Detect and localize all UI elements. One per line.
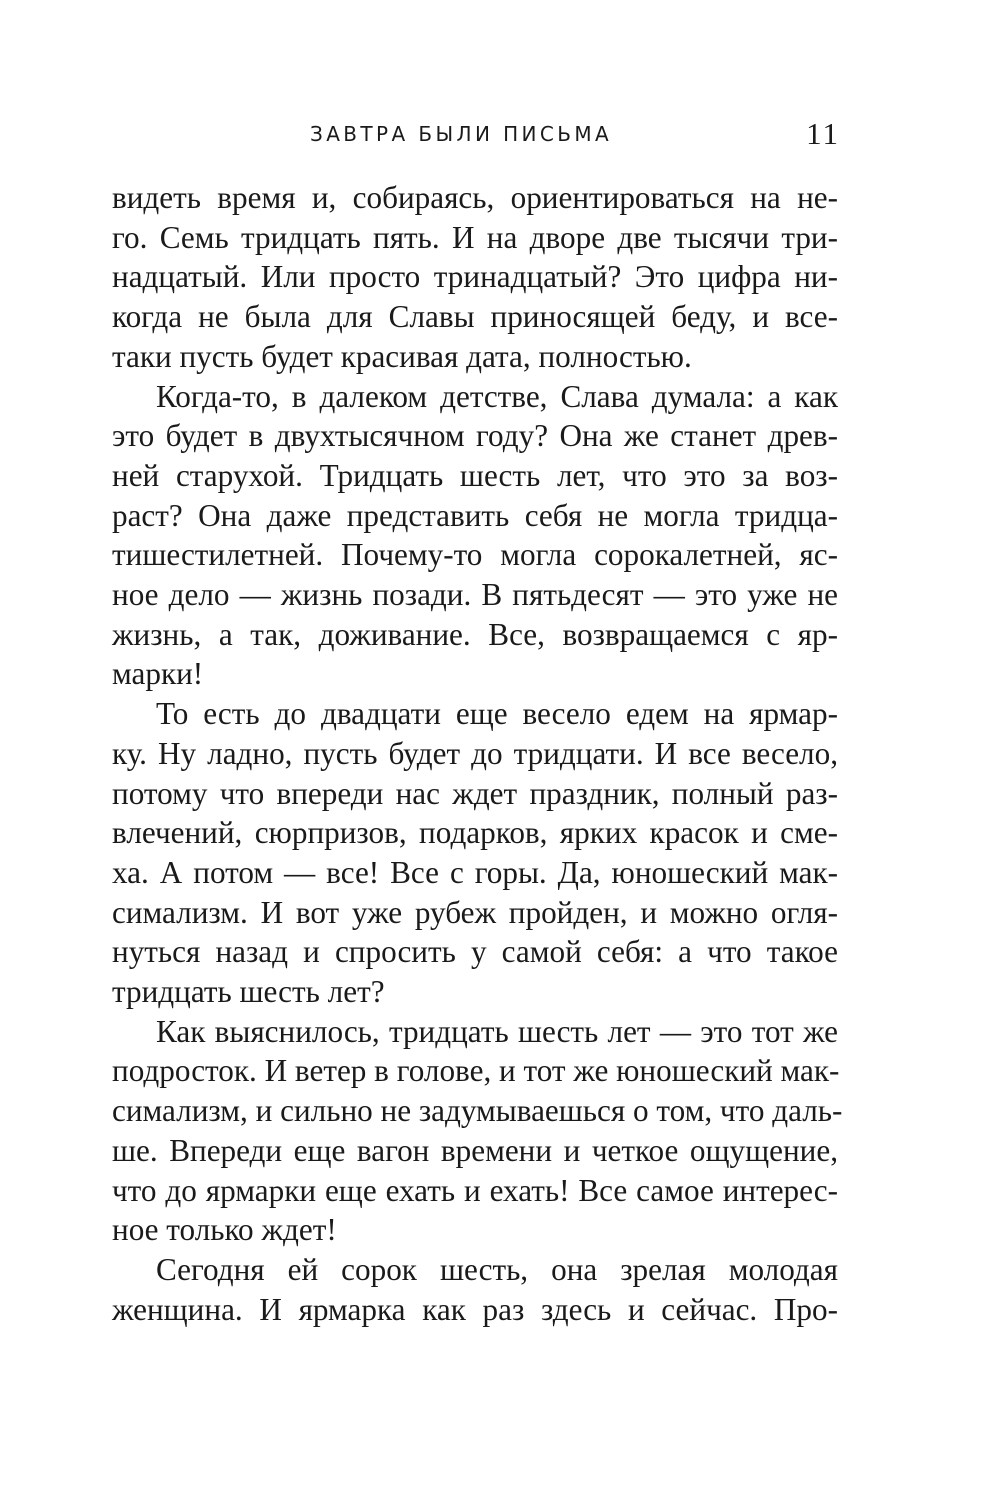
paragraph [112,1012,843,1250]
paragraph [112,694,838,1012]
text-line: ку. Ну ладно, пусть будет до тридцати. И все весело, [112,735,838,771]
text-line: То есть до двадцати еще весело едем на ярмар- [156,696,838,732]
text-line: тридцать шесть лет? [112,974,385,1010]
text-line: подросток. И ветер в голове, и тот же юношеский мак- [112,1053,840,1089]
text-line: Сегодня ей сорок шесть, она зрелая молодая [156,1251,838,1287]
text-line: это будет в двухтысячном году? Она же станет древ- [112,418,838,454]
text-line: жизнь, а так, доживание. Все, возвращаемся с яр- [112,616,838,652]
text-line: видеть время и, собираясь, ориентироваться на не- [112,180,838,215]
text-line: ней старухой. Тридцать шесть лет, что это за воз- [112,457,838,493]
text-line: надцатый. Или просто тринадцатый? Это цифра ни- [112,259,838,295]
text-line: ное только ждет! [112,1212,337,1248]
text-line: потому что впереди нас ждет праздник, полный раз- [112,775,838,811]
body-text [112,178,843,1329]
text-line: ше. Впереди еще вагон времени и четкое ощущение, [112,1132,838,1168]
paragraph [112,377,838,695]
text-line: таки пусть будет красивая дата, полностью. [112,338,692,374]
text-line: Когда-то, в далеком детстве, Слава думала: а как [156,378,838,414]
running-title: ЗАВТРА БЫЛИ ПИСЬМА [310,122,613,146]
text-line: ха. А потом — все! Все с горы. Да, юношеский мак- [112,854,838,890]
page-number: 11 [806,116,840,151]
text-line: что до ярмарки еще ехать и ехать! Все самое интерес- [112,1172,838,1208]
text-line: женщина. И ярмарка как раз здесь и сейчас. Про- [112,1291,838,1327]
text-line: марки! [112,656,204,692]
running-header [114,116,840,158]
text-line: влечений, сюрпризов, подарков, ярких красок и сме- [112,815,838,851]
text-line: когда не была для Славы приносящей беду, и все- [112,299,838,335]
text-line: раст? Она даже представить себя не могла тридца- [112,497,838,533]
text-line: Как выяснилось, тридцать шесть лет — это тот же [156,1013,838,1049]
text-line: тишестилетней. Почему-то могла сорокалетней, яс- [112,537,838,573]
text-line: ное дело — жизнь позади. В пятьдесят — это уже не [112,577,838,613]
text-line: симализм, и сильно не задумываешься о том, что даль- [112,1093,843,1129]
text-line: нуться назад и спросить у самой себя: а что такое [112,934,838,970]
text-line: го. Семь тридцать пять. И на дворе две тысячи три- [112,219,838,255]
paragraph [112,178,838,377]
paragraph [112,1250,838,1329]
text-line: симализм. И вот уже рубеж пройден, и можно огля- [112,894,838,930]
